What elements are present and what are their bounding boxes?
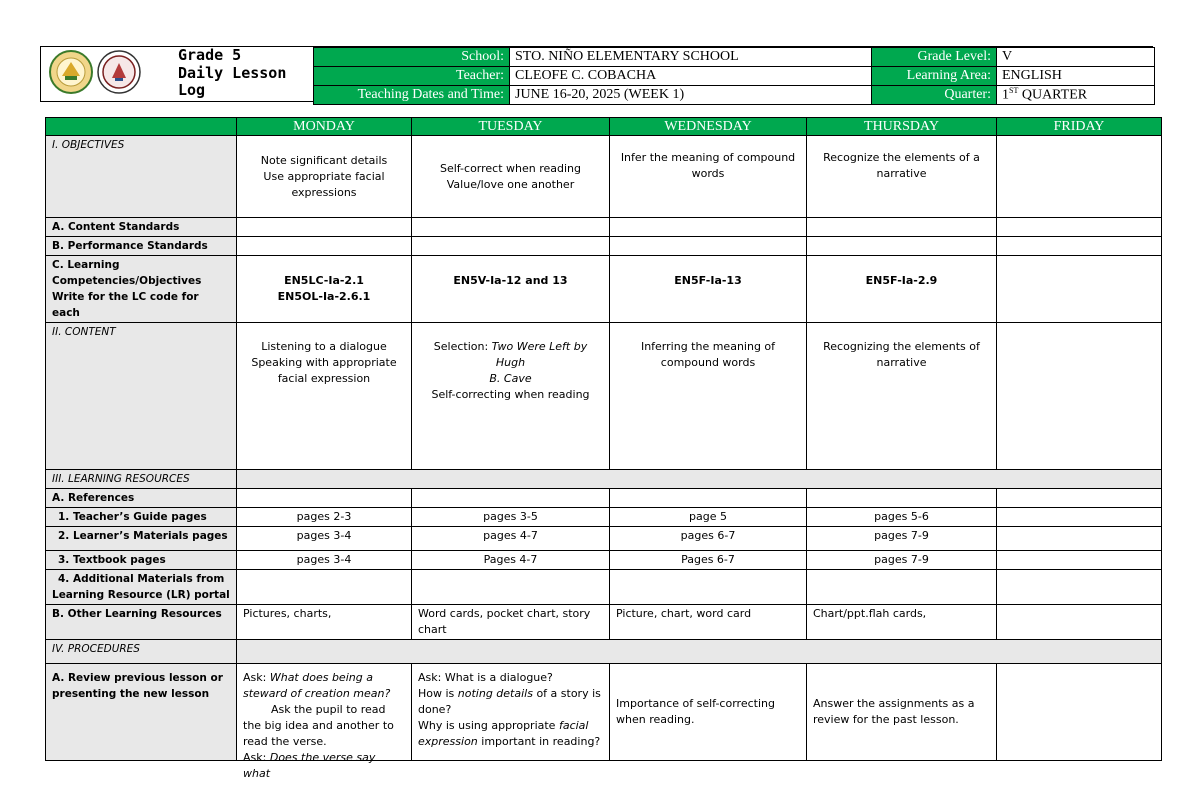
learners-materials-row: [46, 527, 1162, 551]
content-monday: [237, 323, 412, 470]
empty-cell: [610, 218, 807, 237]
procedures-label: IV. PROCEDURES: [46, 640, 237, 664]
quarter-num: 1: [1002, 87, 1009, 103]
other-resources-label: B. Other Learning Resources: [46, 605, 237, 640]
empty-cell: [412, 570, 610, 605]
title-line: Grade 5: [178, 46, 242, 64]
text-line: C. Learning: [52, 259, 120, 271]
textbook-thursday: pages 7-9: [807, 551, 997, 570]
review-wednesday: Importance of self-correcting when reading.: [610, 664, 807, 761]
empty-cell: [807, 570, 997, 605]
title-line: Log: [178, 81, 206, 99]
teachers-guide-wednesday: page 5: [610, 508, 807, 527]
empty-cell: [610, 489, 807, 508]
learners-materials-thursday: pages 7-9: [807, 527, 997, 551]
additional-materials-label: [46, 570, 237, 605]
text-line: Write for the LC code for each: [52, 291, 199, 319]
empty-cell: [237, 489, 412, 508]
text-line: facial expression: [277, 372, 371, 385]
lesson-log-table: [45, 117, 1162, 780]
additional-materials-row: [46, 570, 1162, 605]
quarter-text: QUARTER: [1018, 87, 1088, 103]
objectives-thursday: [807, 136, 997, 218]
performance-standards-row: [46, 237, 1162, 256]
dates-label: Teaching Dates and Time:: [314, 86, 510, 105]
grade-level-value: V: [997, 48, 1155, 67]
empty-cell: [997, 237, 1162, 256]
selection-title: B. Cave: [489, 372, 532, 385]
empty-cell: [997, 570, 1162, 605]
learning-area-value: ENGLISH: [997, 67, 1155, 86]
day-header-thursday: THURSDAY: [807, 118, 997, 136]
review-thursday: Answer the assignments as a review for the past lesson.: [807, 664, 997, 761]
competencies-label: [46, 256, 237, 323]
quarter-value: [997, 86, 1155, 105]
ask-label: Ask:: [243, 751, 270, 764]
text-line: presenting the new lesson: [52, 688, 210, 700]
document-title: [178, 47, 286, 100]
text-line: Use appropriate facial: [263, 169, 385, 183]
competencies-tuesday: EN5V-Ia-12 and 13: [412, 256, 610, 323]
text-line: Competencies/Objectives: [52, 275, 202, 287]
header-block: [40, 46, 1153, 102]
teachers-guide-monday: pages 2-3: [237, 508, 412, 527]
content-wednesday: [610, 323, 807, 470]
text-line: EN5OL-Ia-2.6.1: [277, 290, 371, 303]
learners-materials-monday: pages 3-4: [237, 527, 412, 551]
empty-cell: [412, 237, 610, 256]
review-monday-text: [243, 670, 405, 780]
text-line: 4. Additional Materials from: [58, 573, 225, 585]
text-line: Ask: What is a dialogue?: [418, 671, 553, 684]
review-monday: [237, 664, 412, 780]
learners-materials-wednesday: pages 6-7: [610, 527, 807, 551]
objectives-monday: [237, 136, 412, 218]
text-line: Learning Resource (LR) portal: [52, 589, 230, 601]
objectives-wednesday: [610, 136, 807, 218]
learning-resources-label: III. LEARNING RESOURCES: [46, 470, 237, 489]
other-resources-wednesday: Picture, chart, word card: [610, 605, 807, 640]
empty-cell: [807, 489, 997, 508]
content-tuesday: [412, 323, 610, 470]
objectives-label: I. OBJECTIVES: [46, 136, 237, 218]
text-part: noting details: [457, 687, 533, 700]
empty-cell: [610, 570, 807, 605]
learners-materials-friday: [997, 527, 1162, 551]
school-info-table: [313, 47, 1155, 105]
content-friday: [997, 323, 1162, 470]
review-row: [46, 664, 1162, 761]
competencies-friday: [997, 256, 1162, 323]
day-header-tuesday: TUESDAY: [412, 118, 610, 136]
textbook-tuesday: Pages 4-7: [412, 551, 610, 570]
empty-cell: [237, 218, 412, 237]
logos: [41, 47, 171, 101]
selection-prefix: Selection:: [433, 340, 492, 353]
text-line: [418, 371, 603, 387]
instruction-text: Ask the pupil to read the big idea and another to read the verse.: [243, 703, 394, 748]
text-part: of a story is done?: [418, 687, 601, 716]
teacher-value: CLEOFE C. COBACHA: [510, 67, 872, 86]
references-row: [46, 489, 1162, 508]
text-part: How is: [418, 687, 458, 700]
day-header-wednesday: WEDNESDAY: [610, 118, 807, 136]
empty-cell: [610, 237, 807, 256]
review-friday: [997, 664, 1162, 761]
other-resources-friday: [997, 605, 1162, 640]
ask-label: Ask:: [243, 671, 270, 684]
empty-cell: [807, 218, 997, 237]
competencies-wednesday: EN5F-Ia-13: [610, 256, 807, 323]
day-header-row: [46, 118, 1162, 136]
text-line: Inferring the meaning of: [640, 340, 776, 353]
text-part: Why is using appropriate: [418, 719, 559, 732]
text-line: Listening to a dialogue: [261, 340, 387, 353]
text-line: Self-correcting when reading: [431, 388, 590, 401]
textbook-row: [46, 551, 1162, 570]
empty-cell: [237, 570, 412, 605]
teachers-guide-label: 1. Teacher’s Guide pages: [46, 508, 237, 527]
objectives-friday: [997, 136, 1162, 218]
text-line: Self-correct when reading: [439, 161, 582, 175]
review-label: [46, 664, 237, 761]
quarter-label: Quarter:: [872, 86, 997, 105]
learners-materials-label: 2. Learner’s Materials pages: [46, 527, 237, 551]
other-resources-tuesday: Word cards, pocket chart, story chart: [412, 605, 610, 640]
content-label: II. CONTENT: [46, 323, 237, 470]
performance-standards-label: B. Performance Standards: [46, 237, 237, 256]
other-resources-thursday: Chart/ppt.flah cards,: [807, 605, 997, 640]
procedures-row: [46, 640, 1162, 664]
textbook-wednesday: Pages 6-7: [610, 551, 807, 570]
empty-cell: [412, 489, 610, 508]
empty-cell: [997, 489, 1162, 508]
text-line: [418, 339, 603, 371]
textbook-label: 3. Textbook pages: [46, 551, 237, 570]
text-line: A. Review previous lesson or: [52, 672, 223, 684]
other-resources-row: [46, 605, 1162, 640]
objectives-row: [46, 136, 1162, 218]
textbook-friday: [997, 551, 1162, 570]
textbook-monday: pages 3-4: [237, 551, 412, 570]
empty-cell: [412, 218, 610, 237]
content-row: [46, 323, 1162, 470]
deped-seal-icon: [49, 50, 93, 94]
text-line: Infer the meaning of compound: [620, 151, 796, 164]
content-thursday: [807, 323, 997, 470]
title-line: Daily Lesson: [178, 63, 287, 82]
text-line: Recognizing the elements of: [823, 340, 980, 353]
school-value: STO. NIÑO ELEMENTARY SCHOOL: [510, 48, 872, 67]
text-line: Speaking with appropriate: [251, 356, 397, 369]
competencies-monday: [237, 256, 412, 323]
text-line: Note significant details: [260, 153, 388, 167]
text-line: EN5LC-Ia-2.1: [284, 274, 364, 287]
dates-value: JUNE 16-20, 2025 (WEEK 1): [510, 86, 872, 105]
empty-cell: [997, 218, 1162, 237]
content-standards-row: [46, 218, 1162, 237]
teachers-guide-tuesday: pages 3-5: [412, 508, 610, 527]
text-part: facial expression: [418, 719, 589, 748]
question-text: What does being a steward of creation mean?: [243, 671, 391, 700]
text-line: words: [691, 167, 725, 180]
school-label: School:: [314, 48, 510, 67]
learning-resources-row: [46, 470, 1162, 489]
grade-level-label: Grade Level:: [872, 48, 997, 67]
empty-cell: [237, 237, 412, 256]
teacher-label: Teacher:: [314, 67, 510, 86]
procedures-bar: [237, 640, 1162, 664]
learning-resources-bar: [237, 470, 1162, 489]
day-header-monday: MONDAY: [237, 118, 412, 136]
text-line: compound words: [660, 356, 756, 369]
teachers-guide-thursday: pages 5-6: [807, 508, 997, 527]
selection-title: Two Were Left by Hugh: [491, 340, 588, 369]
competencies-row: [46, 256, 1162, 323]
text-line: narrative: [876, 167, 927, 180]
empty-cell: [807, 237, 997, 256]
other-resources-monday: Pictures, charts,: [237, 605, 412, 640]
text-part: important in reading?: [477, 735, 601, 748]
text-line: expressions: [291, 185, 357, 199]
teachers-guide-row: [46, 508, 1162, 527]
competencies-thursday: EN5F-Ia-2.9: [807, 256, 997, 323]
objectives-tuesday: [412, 136, 610, 218]
text-line: Value/love one another: [446, 177, 575, 191]
corner-cell: [46, 118, 237, 136]
learners-materials-tuesday: pages 4-7: [412, 527, 610, 551]
quarter-sup: ST: [1009, 86, 1019, 96]
text-line: Recognize the elements of a: [823, 151, 980, 164]
text-line: narrative: [876, 356, 927, 369]
references-label: A. References: [46, 489, 237, 508]
school-seal-icon: [97, 50, 141, 94]
learning-area-label: Learning Area:: [872, 67, 997, 86]
question-text: Does the verse say what: [243, 751, 376, 780]
review-tuesday: [412, 664, 610, 761]
teachers-guide-friday: [997, 508, 1162, 527]
text-line: [418, 718, 603, 750]
day-header-friday: FRIDAY: [997, 118, 1162, 136]
text-line: [243, 750, 405, 782]
text-line: [418, 686, 603, 718]
content-standards-label: A. Content Standards: [46, 218, 237, 237]
